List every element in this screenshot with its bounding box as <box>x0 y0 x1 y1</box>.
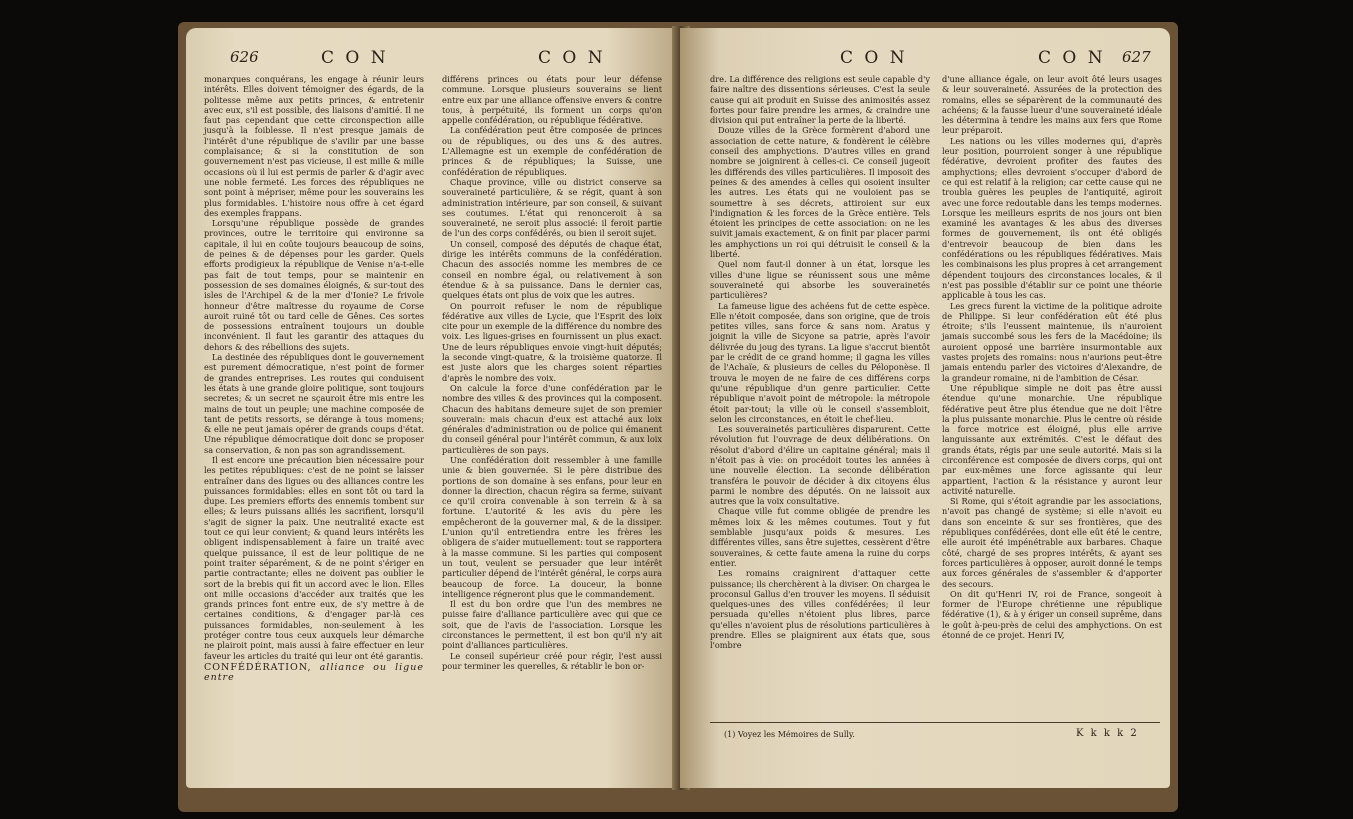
right-column-2 <box>942 74 1162 640</box>
paragraph: Le conseil supérieur créé pour régir, l'est aussi pour terminer les querelles, & rétablir le bon or- <box>442 650 662 671</box>
paragraph: Les souverainetés particulières disparurent. Cette révolution fut l'ouvrage de deux délibérations. On résolut d'abord d'élire un capitaine général; mais il n'étoit pas à vie: on procédoit toutes les années à une nouvelle élection. La seconde délibération transféra le pouvoir de décider à dix citoyens élus parmi le nombre des députés. On ne laissoit aux autres que la voix consultative. <box>710 424 930 507</box>
right-running-head <box>680 48 1170 70</box>
paragraph: Un conseil, composé des députés de chaque état, dirige les intérêts communs de la confédération. Chacun des associés nomme les membres de ce conseil en nombre égal, ou relativement à son étendue & à sa puissance. Dans le dernier cas, quelques états ont plus de voix que les autres. <box>442 238 662 301</box>
left-head-col1: C O N <box>321 48 389 68</box>
left-page-number: 626 <box>230 48 259 66</box>
paragraph: Les romains craignirent d'attaquer cette puissance; ils cherchèrent à la diviser. On chargea le proconsul Gallus d'en trouver les moyens. Il séduisit quelques-unes des villes confédérées; il leur persuada qu'elles n'étoient plus libres, parce qu'elles n'avoient plus de résolutions particulières à prendre. Elles se plaignirent aux états que, sous l'ombre <box>710 568 931 651</box>
entry-heading <box>204 663 424 684</box>
right-column-1 <box>710 74 930 651</box>
paragraph: On dit qu'Henri IV, roi de France, songeoit à former de l'Europe chrétienne une république fédérative (1), & à y ériger un conseil suprême, dans le goût à-peu-près de celui des amphyctions. On est étonné de ce projet. Henri IV, <box>942 588 1162 641</box>
paragraph: Une république simple ne doit pas être aussi étendue qu'une monarchie. Une république fédérative peut être plus étendue que ne doit l'être la plus puissante monarchie. Plus le centre où réside la force motrice est éloigné, plus elle arrive languissante aux extrémités. C'est le défaut des grands états, régis par une seule autorité. Mais si la circonférence est composée de divers corps, qui ont par eux-mêmes une force agissante qui leur appartient, l'action & la résistance y auront leur activité naturelle. <box>942 382 1162 496</box>
paragraph: Quel nom faut-il donner à un état, lorsque les villes d'une ligue se réunissent sous une même souveraineté qui absorbe les souverainetés particulières? <box>710 259 930 301</box>
entry-heading-definition: alliance ou ligue entre <box>204 661 424 684</box>
paragraph: On pourroit refuser le nom de république fédérative aux villes de Lycie, que l'Esprit des loix cite pour un exemple de la différence du nombre des voix. Les ligues-grises en fournissent un plus exact. Une de leurs républiques envoie vingt-huit députés; la seconde vingt-quatre, & la troisième quatorze. Il est juste alors que les charges soient réparties d'après le nombre des voix. <box>442 300 662 383</box>
paragraph: dre. La différence des religions est seule capable d'y faire naître des dissentions sérieuses. C'est la seule cause qui ait produit en Suisse des animosités assez fortes pour faire prendre les armes, & craindre une division qui put entraîner la perte de la liberté. <box>710 74 930 126</box>
paragraph: On calcule la force d'une confédération par le nombre des villes & des provinces qui la composent. Chacun des habitans demeure sujet de son premier souverain: mais chacun d'eux est attaché aux loix générales d'administration ou de police qui émanent du conseil général pour l'intérêt commun, & aux loix particulières de son pays. <box>442 382 662 455</box>
paragraph: d'une alliance égale, on leur avoit ôté leurs usages & leur souveraineté. Assurées de la protection des romains, elles se séparèrent de la communauté des achéens; & la fausse lueur d'une souveraineté idéale les détermina à tendre les mains aux fers que Rome leur préparoit. <box>942 74 1162 136</box>
paragraph: monarques conquérans, les engage à réunir leurs intérêts. Elles doivent témoigner des égards, de la politesse même aux petits princes, & entretenir avec eux, s'il est possible, des liaisons d'amitié. Il ne faut pas cependant que cette circonspection aille jusqu'à la foiblesse. Il n'est presque jamais de l'intérêt d'une république de s'avilir par une basse complaisance; & si la constitution de son gouvernement n'est pas vicieuse, il est mille & mille occasions où il lui est permis de parler & d'agir avec une noble fermeté. Les forces des républiques ne sont point à mépriser, même pour les souverains les plus formidables. L'histoire nous offre à cet égard des exemples frappans. <box>204 74 424 218</box>
paragraph: Une confédération doit ressembler à une famille unie & bien gouvernée. Si le père distribue des portions de son domaine à ses enfans, pour leur en donner la direction, chacun régira sa ferme, suivant ce qu'il croira convenable à son terrein & à sa fortune. L'autorité & les avis du père les empêcheront de la gouverner mal, & de la dissiper. L'union qu'il entretiendra entre les frères les obligera de s'aider mutuellement: tout se rapportera à la masse commune. Si les parties qui composent un tout, veulent se persuader que leur intérêt particulier dépend de l'intérêt général, le corps aura beaucoup de force. La douceur, la bonne intelligence régneront plus que le commandement. <box>442 454 662 599</box>
right-page-number: 627 <box>1122 48 1151 66</box>
paragraph: Lorsqu'une république possède de grandes provinces, outre le territoire qui environne sa capitale, il lui en coûte toujours beaucoup de soins, de peines & de dépenses pour les garder. Quels efforts prodigieux la république de Venise n'a-t-elle pas fait de tout temps, pour se maintenir en possession de ses domaines éloignés, & sur-tout des isles de l'Archipel & de la mer d'Ionie? Le frivole honneur d'être maîtresse du royaume de Corse auroit ruiné tôt ou tard celle de Gênes. Ces sortes de possessions entraînent toujours un double inconvénient. Il faut les garantir des attaques du dehors & des rébellions des sujets. <box>204 218 424 352</box>
paragraph: Les nations ou les villes modernes qui, d'après leur position, pourroient songer à une république fédérative, devroient profiter des fautes des amphyctions; elles devroient s'occuper d'abord de ce qui est relatif à la religion; car cette cause qui ne troubla guères les peuples de l'antiquité, agiroit avec une force redoutable dans les temps modernes. Lorsque les meilleurs esprits de nos jours ont bien examiné les avantages & les abus des diverses formes de gouvernement, ils ont été obligés d'entrevoir beaucoup de bien dans les confédérations ou les républiques fédératives. Mais les combinaisons les plus propres à cet arrangement dépendent toujours des circonstances locales, & il n'est pas possible d'établir sur ce point une théorie applicable à tous les cas. <box>942 135 1162 301</box>
paragraph: Il est encore une précaution bien nécessaire pour les petites républiques: c'est de ne point se laisser entraîner dans des ligues ou des alliances contre les puissances formidables: elles en sont tôt ou tard la dupe. Les premiers efforts des ennemis tombent sur elles; & leurs puissans alliés les sacrifient, lorsqu'il s'agit de signer la paix. Une neutralité exacte est tout ce qui leur convient; & quand leurs intérêts les obligent indispensablement à faire un traité avec quelque puissance, il est de leur politique de ne point traiter séparément, & de ne point s'ériger en partie contractante; elles ne doivent pas oublier le sort de la brebis qui fit un accord avec le lion. Elles ont mille occasions d'accéder aux traités que les grands princes font entre eux, de s'y mettre à de certaines conditions, & d'engager par-là ces puissances formidables, non-seulement à les protéger contre tous ceux auxquels leur démarche ne plairoit point, mais aussi à faire effectuer en leur faveur les articles du traité qui leur ont été garantis. <box>204 454 424 661</box>
entry-heading-title: CONFÉDÉRATION, <box>204 661 312 673</box>
paragraph: Si Rome, qui s'étoit agrandie par les associations, n'avoit pas changé de système; si elle n'avoit eu dans son enceinte & sur ses frontières, que des républiques confédérées, dont elle eût été le centre, elle auroit été impénétrable aux barbares. Chaque côté, chargé de ses propres intérêts, & ayant ses forces particulières à opposer, auroit donné le temps aux forces générales de s'assembler & d'apporter des secours. <box>942 496 1162 589</box>
paragraph: La confédération peut être composée de princes ou de républiques, ou des uns & des autres. L'Allemagne est un exemple de confédération de princes & de républiques; la Suisse, une confédération de républiques. <box>442 125 662 177</box>
right-head-col2: C O N <box>1038 48 1106 68</box>
left-column-2 <box>442 74 662 671</box>
footnote: (1) Voyez les Mémoires de Sully. <box>724 730 855 739</box>
right-head-col1: C O N <box>840 48 908 68</box>
paragraph: différens princes ou états pour leur défense commune. Lorsque plusieurs souverains se lient entre eux par une alliance offensive envers & contre tous, à perpétuité, ils forment un corps qu'on appelle confédération, ou république fédérative. <box>442 74 662 126</box>
paragraph: La fameuse ligue des achéens fut de cette espèce. Elle n'étoit composée, dans son origine, que de trois petites villes, sans force & sans nom. Aratus y joignit la ville de Sicyone sa patrie, après l'avoir délivrée du joug des tyrans. La ligue s'accrut bientôt par le crédit de ce grand homme; il gagna les villes de l'Achaïe, & plusieurs de celles du Péloponèse. Il trouva le moyen de ne faire de ces différens corps qu'une république d'un genre particulier. Cette république n'avoit point de métropole: la métropole étoit par-tout; la ville où le conseil s'assembloit, selon les circonstances, en étoit le chef-lieu. <box>710 300 930 424</box>
left-column-1 <box>204 74 424 684</box>
signature-mark: K k k k 2 <box>1076 728 1139 739</box>
paragraph: Les grecs furent la victime de la politique adroite de Philippe. Si leur confédération eût été plus étroite; s'ils l'eussent maintenue, ils n'auroient jamais succombé sous les fers de la Macédoine; ils auroient opposé une barrière insurmontable aux vastes projets des romains: nous n'aurions peut-être jamais entendu parler des victoires d'Alexandre, de la grandeur romaine, ni de l'ambition de César. <box>942 300 1162 383</box>
paragraph: Chaque ville fut comme obligée de prendre les mêmes loix & les mêmes coutumes. Tout y fut semblable jusqu'aux poids & mesures. Les différentes villes, sans être sujettes, cessèrent d'être souveraines, & cette faute amena la ruine du corps entier. <box>710 506 930 568</box>
right-page <box>680 28 1170 788</box>
left-page <box>186 28 680 788</box>
left-head-col2: C O N <box>538 48 606 68</box>
left-running-head <box>186 48 680 70</box>
paragraph: La destinée des républiques dont le gouvernement est purement démocratique, n'est point de former de grandes entreprises. Les routes qui conduisent les états à une grande gloire politique, sont toujours secretes; & un secret ne sçauroit être mis entre les mains de tout un peuple; une machine composée de tant de petits ressorts, se dérange à tous momens; & elle ne peut jamais opérer de grands coups d'état. Une république démocratique doit donc se proposer sa conservation, & non pas son agrandissement. <box>204 352 424 455</box>
footnote-rule <box>710 722 1160 723</box>
paragraph: Douze villes de la Grèce formèrent d'abord une association de cette nature, & fondèrent le célèbre conseil des amphyctions. D'autres villes en grand nombre se joignirent à celles-ci. Ce conseil jugeoit les différends des villes particulières. Il imposoit des peines & des amendes à celles qui osoient insulter les autres. Les états qui ne vouloient pas se soumettre à ses décrets, attiroient sur eux l'indignation & les forces de la Grèce entière. Tels étoient les principes de cette association: on ne les suivit jamais exactement, & on finit par placer parmi les amphyctions un roi qui détruisit le conseil & la liberté. <box>710 125 930 260</box>
paragraph: Chaque province, ville ou district conserve sa souveraineté particulière, & se régit, quant à son administration intérieure, par son conseil, & suivant ses coutumes. L'état qui renonceroit à sa souveraineté, ne seroit plus associé: il feroit partie de l'un des corps confédérés, ou bien il seroit sujet. <box>442 176 662 239</box>
paragraph: Il est du bon ordre que l'un des membres ne puisse faire d'alliance particulière avec qui que ce soit, que de l'avis de l'association. Lorsque les circonstances le permettent, il est bon qu'il n'y ait point d'alliances particulières. <box>442 599 662 651</box>
